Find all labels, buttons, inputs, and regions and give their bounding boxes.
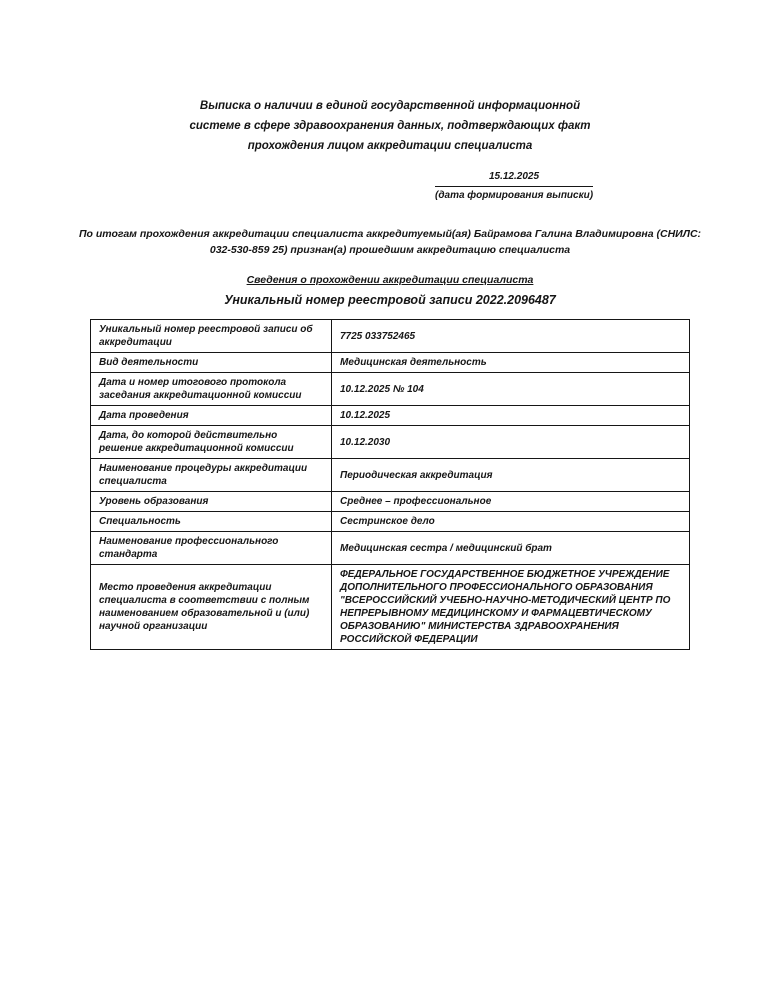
intro-paragraph-line-1: По итогам прохождения аккредитации специалиста аккредитуемый(ая) Байрамова Галина Владимировна (СНИЛС: xyxy=(78,228,702,240)
section-heading: Сведения о прохождении аккредитации специалиста xyxy=(246,274,534,286)
row-value: Сестринское дело xyxy=(332,512,690,532)
accreditation-table xyxy=(90,319,690,650)
intro-paragraph-line-2: 032-530-859 25) признан(а) прошедшим аккредитацию специалиста xyxy=(209,244,571,256)
row-label: Наименование профессионального стандарта xyxy=(91,532,332,565)
row-value: 10.12.2025 № 104 xyxy=(332,373,690,406)
table-row xyxy=(91,532,690,565)
row-label: Специальность xyxy=(91,512,332,532)
table-row xyxy=(91,353,690,373)
table-row xyxy=(91,373,690,406)
table-row xyxy=(91,565,690,650)
table-row xyxy=(91,512,690,532)
row-label: Дата, до которой действительно решение аккредитационной комиссии xyxy=(91,426,332,459)
extract-date: 15.12.2025 xyxy=(435,170,593,187)
row-label: Вид деятельности xyxy=(91,353,332,373)
table-row xyxy=(91,426,690,459)
row-value: ФЕДЕРАЛЬНОЕ ГОСУДАРСТВЕННОЕ БЮДЖЕТНОЕ УЧРЕЖДЕНИЕ ДОПОЛНИТЕЛЬНОГО ПРОФЕССИОНАЛЬНОГО ОБРАЗОВАНИЯ "ВСЕРОССИЙСКИЙ УЧЕБНО-НАУЧНО-МЕТОДИЧЕСКИЙ ЦЕНТР ПО НЕПРЕРЫВНОМУ МЕДИЦИНСКОМУ И ФАРМАЦЕВТИЧЕСКОМУ ОБРАЗОВАНИЮ" МИНИСТЕРСТВА ЗДРАВООХРАНЕНИЯ РОССИЙСКОЙ ФЕДЕРАЦИИ xyxy=(332,565,690,650)
accreditation-table-body xyxy=(91,320,690,650)
row-value: Медицинская сестра / медицинский брат xyxy=(332,532,690,565)
extract-date-block xyxy=(435,170,593,202)
row-value: Периодическая аккредитация xyxy=(332,459,690,492)
table-row xyxy=(91,406,690,426)
row-label: Уровень образования xyxy=(91,492,332,512)
row-label: Уникальный номер реестровой записи об аккредитации xyxy=(91,320,332,353)
extract-date-caption: (дата формирования выписки) xyxy=(435,190,594,201)
row-label: Наименование процедуры аккредитации специалиста xyxy=(91,459,332,492)
registry-number-heading: Уникальный номер реестровой записи 2022.2096487 xyxy=(224,293,556,307)
document-page xyxy=(0,96,780,986)
intro-paragraph xyxy=(40,226,740,258)
row-value: 10.12.2030 xyxy=(332,426,690,459)
table-row xyxy=(91,459,690,492)
document-title-line-1: Выписка о наличии в единой государственной информационной xyxy=(199,100,581,112)
table-row xyxy=(91,492,690,512)
row-value: Медицинская деятельность xyxy=(332,353,690,373)
document-title xyxy=(155,96,625,156)
document-title-line-3: прохождения лицом аккредитации специалиста xyxy=(247,140,533,152)
row-value: 10.12.2025 xyxy=(332,406,690,426)
table-row xyxy=(91,320,690,353)
row-label: Место проведения аккредитации специалиста в соответствии с полным наименованием образовательной и (или) научной организации xyxy=(91,565,332,650)
row-label: Дата и номер итогового протокола заседания аккредитационной комиссии xyxy=(91,373,332,406)
document-title-line-2: системе в сфере здравоохранения данных, подтверждающих факт xyxy=(189,120,591,132)
row-value: 7725 033752465 xyxy=(332,320,690,353)
row-value: Среднее – профессиональное xyxy=(332,492,690,512)
row-label: Дата проведения xyxy=(91,406,332,426)
